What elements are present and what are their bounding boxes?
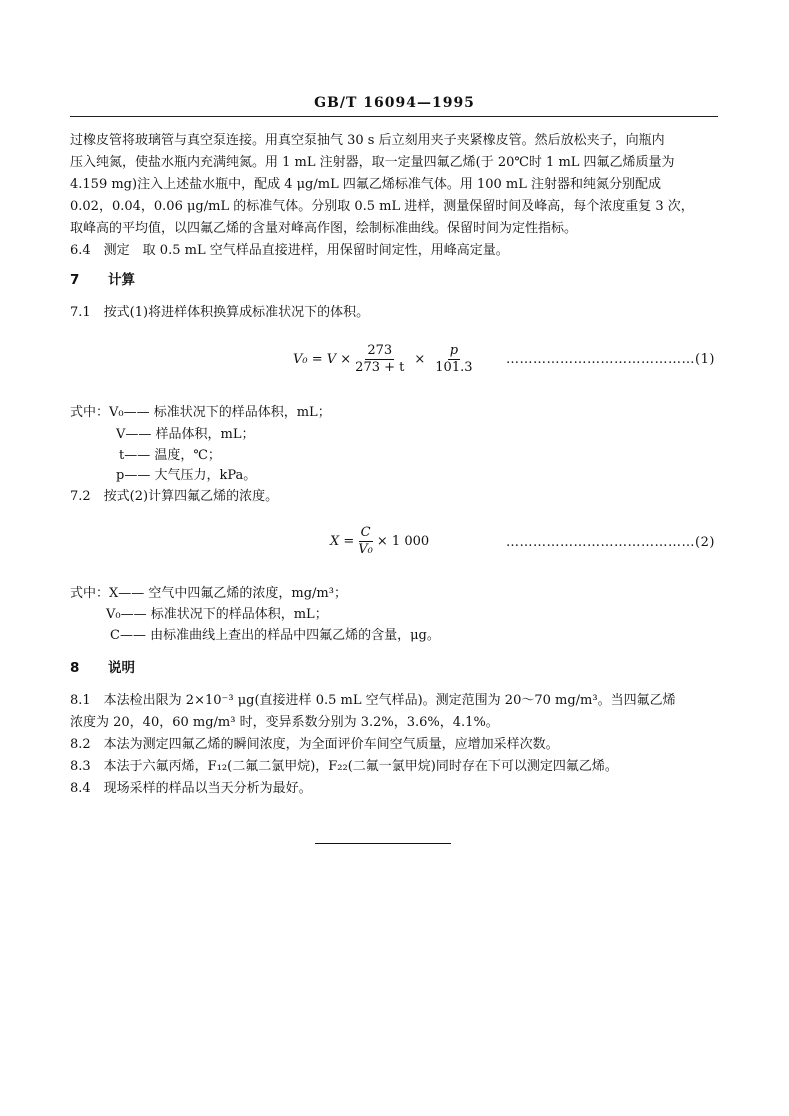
- where-line: 式中：X—— 空气中四氟乙烯的浓度，mg/m³；: [70, 586, 347, 601]
- fraction-pressure: [435, 344, 472, 375]
- clause-6-4: 6.4 测定 取 0.5 mL 空气样品直接进样，用保留时间定性，用峰高定量。: [70, 243, 509, 258]
- clause-8-4: 8.4 现场采样的样品以当天分析为最好。: [70, 781, 312, 796]
- header-divider: [70, 116, 718, 117]
- paragraph-line: 0.02，0.04，0.06 μg/mL 的标准气体。分别取 0.5 mL 进样，测量保留时间及峰高，每个浓度重复 3 次，: [70, 199, 694, 214]
- equation-number-2: ……………………………………(2): [506, 535, 715, 550]
- formula-rhs: × 1 000: [376, 534, 430, 549]
- section-title: 说明: [108, 660, 135, 676]
- section-number: 8: [70, 660, 80, 676]
- times-operator: ×: [414, 352, 426, 367]
- clause-7-2: 7.2 按式(2)计算四氟乙烯的浓度。: [70, 489, 279, 504]
- end-of-document-rule: [315, 843, 451, 844]
- denominator: 273 + t: [355, 360, 405, 375]
- where-line: 式中：V₀—— 标准状况下的样品体积，mL；: [70, 405, 331, 420]
- clause-8-1: 8.1 本法检出限为 2×10⁻³ μg(直接进样 0.5 mL 空气样品)。测定范围为 20～70 mg/m³。当四氟乙烯: [70, 693, 676, 708]
- denominator: 101.3: [435, 360, 473, 375]
- where-line: t—— 温度，℃；: [119, 448, 221, 463]
- paragraph-line: 浓度为 20，40，60 mg/m³ 时，变异系数分别为 3.2%，3.6%，4.1%。: [70, 715, 499, 730]
- formula-2: [330, 526, 429, 557]
- where-line: C—— 由标准曲线上查出的样品中四氟乙烯的含量，μg。: [110, 628, 440, 643]
- where-line: V—— 样品体积，mL；: [116, 427, 255, 442]
- where-line: p—— 大气压力，kPa。: [116, 468, 257, 483]
- paragraph-line: 取峰高的平均值，以四氟乙烯的含量对峰高作图，绘制标准曲线。保留时间为定性指标。: [70, 221, 578, 236]
- formula-1: [293, 344, 477, 375]
- page-header: GB/T 16094—1995: [314, 95, 475, 111]
- numerator: p: [449, 343, 459, 358]
- paragraph-line: 压入纯氮，使盐水瓶内充满纯氮。用 1 mL 注射器，取一定量四氟乙烯(于 20℃时 1 mL 四氟乙烯质量为: [70, 155, 675, 170]
- numerator: C: [360, 525, 371, 540]
- formula-lhs: V₀ = V ×: [293, 352, 352, 367]
- paragraph-line: 4.159 mg)注入上述盐水瓶中，配成 4 μg/mL 四氟乙烯标准气体。用 100 mL 注射器和纯氮分别配成: [70, 177, 662, 192]
- clause-7-1: 7.1 按式(1)将进样体积换算成标准状况下的体积。: [70, 305, 370, 320]
- numerator: 273: [367, 343, 393, 358]
- section-number: 7: [70, 272, 80, 288]
- section-title: 计算: [108, 272, 135, 288]
- fraction-temperature: [355, 344, 404, 375]
- where-line: V₀—— 标准状况下的样品体积，mL；: [106, 607, 328, 622]
- paragraph-line: 过橡皮管将玻璃管与真空泵连接。用真空泵抽气 30 s 后立刻用夹子夹紧橡皮管。然后放松夹子，向瓶内: [70, 133, 665, 148]
- section-8-heading: [70, 660, 135, 676]
- fraction-concentration: [358, 526, 373, 557]
- section-7-heading: [70, 272, 135, 288]
- formula-lhs: X =: [330, 534, 355, 549]
- clause-8-2: 8.2 本法为测定四氟乙烯的瞬间浓度，为全面评价车间空气质量，应增加采样次数。: [70, 737, 559, 752]
- denominator: V₀: [358, 542, 373, 557]
- clause-8-3: 8.3 本法于六氟丙烯，F₁₂(二氟二氯甲烷)，F₂₂(二氟一氯甲烷)同时存在下可以测定四氟乙烯。: [70, 759, 618, 774]
- equation-number-1: ……………………………………(1): [506, 352, 715, 367]
